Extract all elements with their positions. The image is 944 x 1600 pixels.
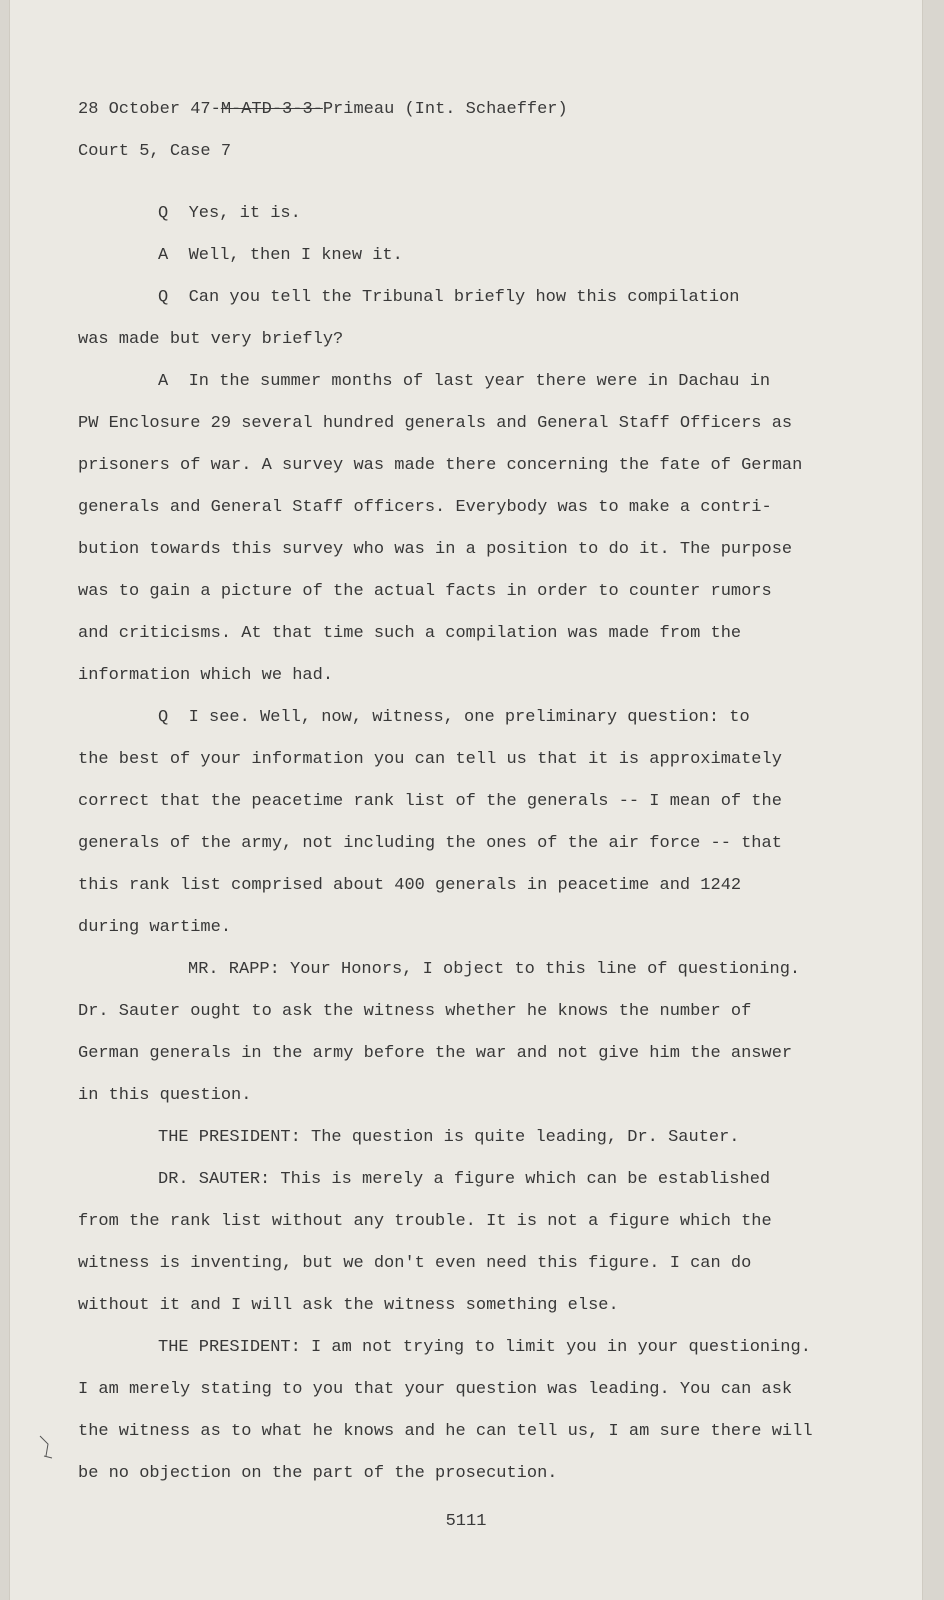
transcript-line: THE PRESIDENT: I am not trying to limit you in your questioning. bbox=[158, 1338, 811, 1357]
document-page bbox=[10, 0, 922, 1600]
header-date-line: 28 October 47-M-ATD-3-3-Primeau (Int. Schaeffer) bbox=[78, 100, 568, 119]
transcript-body bbox=[78, 202, 838, 1504]
transcript-line: A In the summer months of last year there were in Dachau in bbox=[158, 372, 771, 391]
document-header bbox=[78, 98, 568, 182]
transcript-line: correct that the peacetime rank list of the generals -- I mean of the bbox=[78, 792, 782, 811]
transcript-line: be no objection on the part of the prosecution. bbox=[78, 1464, 558, 1483]
struck-text: M-ATD-3-3- bbox=[220, 100, 323, 119]
transcript-line: PW Enclosure 29 several hundred generals and General Staff Officers as bbox=[78, 414, 793, 433]
header-court-line: Court 5, Case 7 bbox=[78, 142, 232, 161]
transcript-line: Q I see. Well, now, witness, one preliminary question: to bbox=[158, 708, 750, 727]
transcript-line: generals and General Staff officers. Everybody was to make a contri- bbox=[78, 498, 772, 517]
transcript-line: the witness as to what he knows and he can tell us, I am sure there will bbox=[78, 1422, 813, 1441]
transcript-line: A Well, then I knew it. bbox=[158, 246, 403, 265]
transcript-line: DR. SAUTER: This is merely a figure which can be established bbox=[158, 1170, 771, 1189]
transcript-line: I am merely stating to you that your question was leading. You can ask bbox=[78, 1380, 793, 1399]
transcript-line: MR. RAPP: Your Honors, I object to this line of questioning. bbox=[188, 960, 801, 979]
transcript-line: this rank list comprised about 400 generals in peacetime and 1242 bbox=[78, 876, 742, 895]
transcript-line: German generals in the army before the war and not give him the answer bbox=[78, 1044, 793, 1063]
transcript-line: was made but very briefly? bbox=[78, 330, 344, 349]
transcript-line: Q Can you tell the Tribunal briefly how this compilation bbox=[158, 288, 740, 307]
transcript-line: without it and I will ask the witness something else. bbox=[78, 1296, 619, 1315]
transcript-line: and criticisms. At that time such a compilation was made from the bbox=[78, 624, 742, 643]
page-number: 5111 bbox=[445, 1512, 487, 1531]
transcript-line: bution towards this survey who was in a position to do it. The purpose bbox=[78, 540, 793, 559]
transcript-line: THE PRESIDENT: The question is quite leading, Dr. Sauter. bbox=[158, 1128, 740, 1147]
transcript-line: in this question. bbox=[78, 1086, 252, 1105]
transcript-line: generals of the army, not including the ones of the air force -- that bbox=[78, 834, 782, 853]
transcript-line: witness is inventing, but we don't even need this figure. I can do bbox=[78, 1254, 752, 1273]
transcript-line: from the rank list without any trouble. It is not a figure which the bbox=[78, 1212, 772, 1231]
transcript-line: during wartime. bbox=[78, 918, 232, 937]
transcript-line: prisoners of war. A survey was made there concerning the fate of German bbox=[78, 456, 803, 475]
transcript-line: the best of your information you can tell us that it is approximately bbox=[78, 750, 782, 769]
transcript-line: information which we had. bbox=[78, 666, 334, 685]
transcript-line: Q Yes, it is. bbox=[158, 204, 301, 223]
transcript-line: was to gain a picture of the actual facts in order to counter rumors bbox=[78, 582, 772, 601]
margin-mark bbox=[38, 1432, 54, 1460]
transcript-line: Dr. Sauter ought to ask the witness whether he knows the number of bbox=[78, 1002, 752, 1021]
